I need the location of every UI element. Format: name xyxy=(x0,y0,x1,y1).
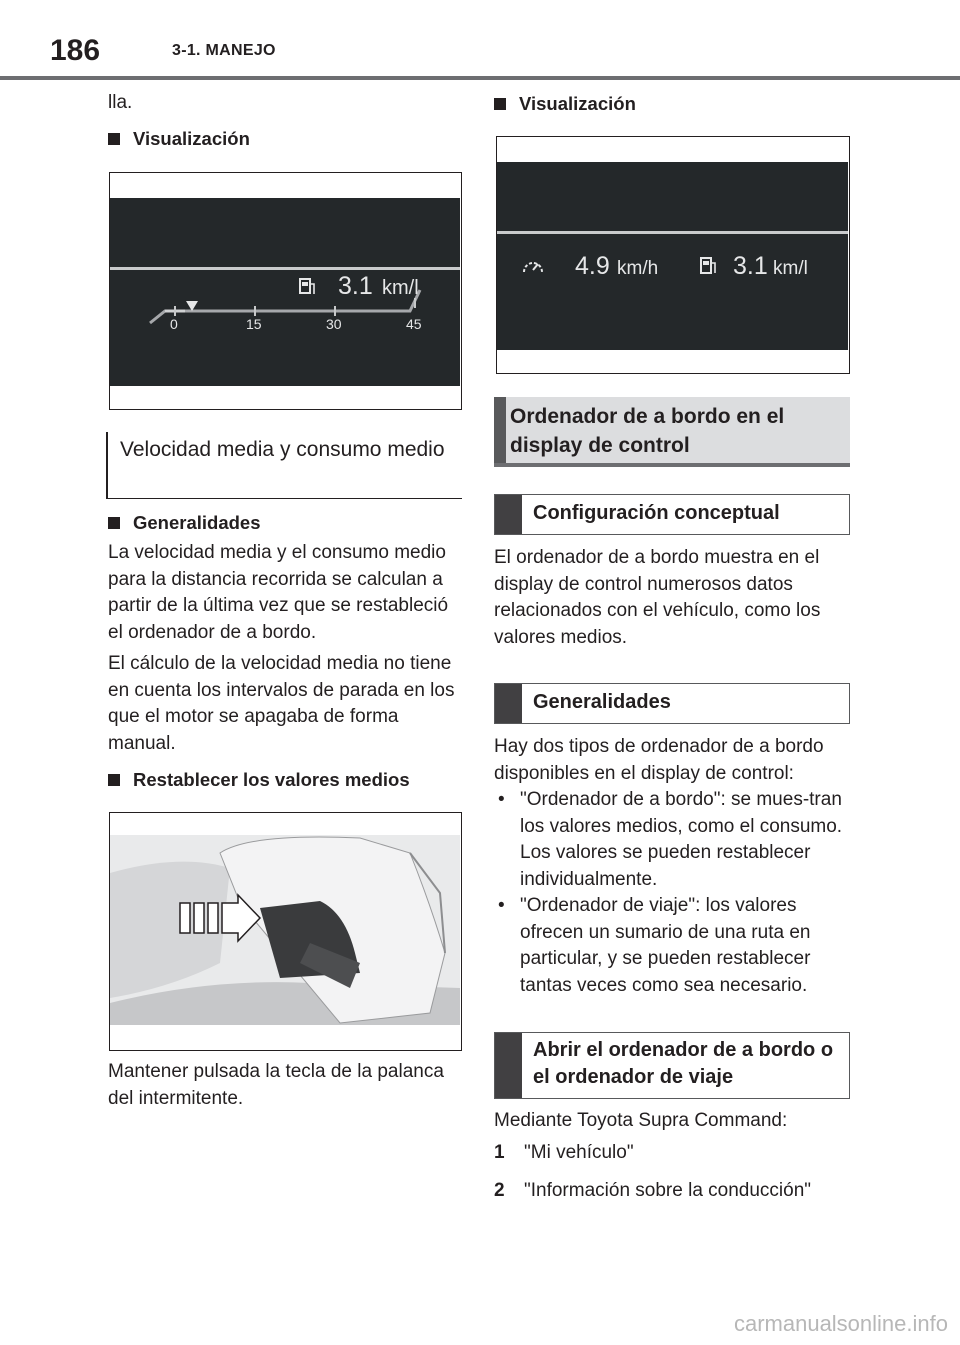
tick-label: 15 xyxy=(246,316,262,332)
continued-text: lla. xyxy=(108,92,133,113)
list-item: • "Ordenador de a bordo": se mues-tran los valores medios, como el consumo. Los valores se pueden restablecer individualmente. xyxy=(498,789,843,890)
paragraph: La velocidad media y el consumo medio para la distancia recorrida se calculan a partir de la última vez que se restableció el ordenador de a bordo. xyxy=(108,542,449,643)
square-bullet-icon xyxy=(108,517,120,529)
heading-generalidades-left: Generalidades xyxy=(108,512,261,534)
paragraph: Mantener pulsada la tecla de la palanca del intermitente. xyxy=(108,1061,444,1109)
bullet-dot-icon: • xyxy=(498,789,505,810)
tick-label: 30 xyxy=(326,316,342,332)
step-text: "Información sobre la conducción" xyxy=(524,1179,812,1201)
page-number: 186 xyxy=(50,34,101,67)
fuel-unit: km/l xyxy=(773,258,808,279)
display-screen xyxy=(497,162,848,350)
heading-restablecer: Restablecer los valores medios xyxy=(108,769,410,791)
tick-label: 45 xyxy=(406,316,422,332)
paragraph: Hay dos tipos de ordenador de a bordo disponibles en el display de control: xyxy=(494,736,824,784)
subsection-bar xyxy=(495,684,522,723)
figure-average-consumption xyxy=(109,172,462,410)
subsection-bar xyxy=(495,495,522,534)
speed-value: 4.9 xyxy=(575,252,610,280)
list-item: • "Ordenador de viaje": los valores ofrecen un sumario de una ruta en particular, y se pueden restablecer tantas veces como sea necesario. xyxy=(498,895,811,996)
paragraph: El ordenador de a bordo muestra en el display de control numerosos datos relacionados con el vehículo, como los valores medios. xyxy=(494,547,821,648)
heading-visualizacion-left: Visualización xyxy=(108,128,250,150)
step-number: 1 xyxy=(494,1142,505,1163)
step-item xyxy=(494,1178,848,1205)
header-rule xyxy=(0,76,960,80)
step-item xyxy=(494,1140,848,1167)
bullet-list xyxy=(494,787,844,999)
consumption-unit: km/l xyxy=(382,277,419,299)
step-number: 2 xyxy=(494,1179,505,1201)
watermark: carmanualsonline.info xyxy=(733,1311,948,1336)
bullet-dot-icon: • xyxy=(498,895,505,916)
tick-label: 0 xyxy=(170,316,178,332)
page-header xyxy=(0,0,960,80)
section-title: Ordenador de a bordo en el display de control xyxy=(494,397,850,467)
fuel-pump-icon xyxy=(699,255,719,277)
square-bullet-icon xyxy=(108,133,120,145)
subsection-configuracion: Configuración conceptual xyxy=(494,494,850,535)
lever-illustration xyxy=(110,813,460,1049)
square-bullet-icon xyxy=(108,774,120,786)
heading-visualizacion-right: Visualización xyxy=(494,93,636,115)
section-title-bar xyxy=(494,397,506,463)
speed-unit: km/h xyxy=(617,258,659,279)
chapter-title: 3-1. MANEJO xyxy=(172,42,276,59)
display-screen xyxy=(110,198,460,386)
subsection-bar xyxy=(495,1033,522,1098)
paragraph: Mediante Toyota Supra Command: xyxy=(494,1110,788,1131)
square-bullet-icon xyxy=(494,98,506,110)
figure-caption: Velocidad media y consumo medio xyxy=(106,432,462,499)
step-list xyxy=(494,1140,848,1204)
subsection-generalidades: Generalidades xyxy=(494,683,850,724)
figure-turn-signal-lever xyxy=(109,812,462,1051)
consumption-value: 3.1 xyxy=(338,272,373,300)
paragraph: El cálculo de la velocidad media no tiene en cuenta los intervalos de parada en los que el motor se apagaba de forma manual. xyxy=(108,653,455,754)
screen-divider xyxy=(497,231,848,234)
fuel-value: 3.1 xyxy=(733,252,768,280)
figure-speed-consumption xyxy=(496,136,850,374)
speedometer-icon xyxy=(521,256,545,276)
step-text: "Mi vehículo" xyxy=(524,1142,634,1163)
subsection-abrir: Abrir el ordenador de a bordo o el ordenador de viaje xyxy=(494,1032,850,1099)
